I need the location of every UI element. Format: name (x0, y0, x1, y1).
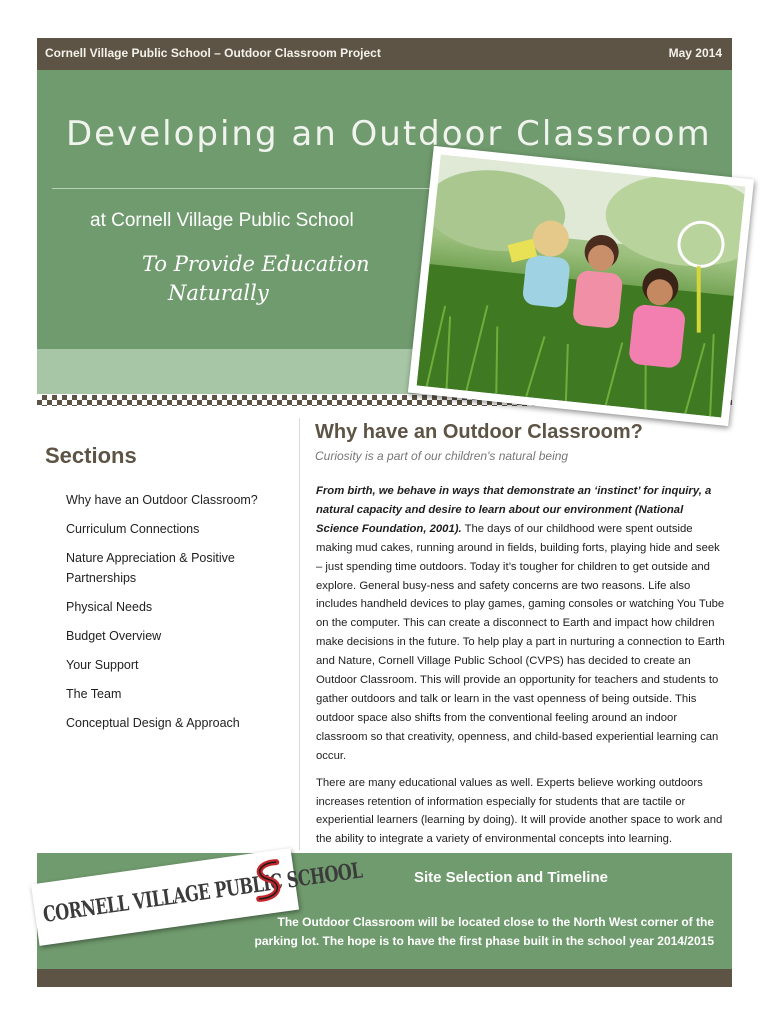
children-photo (417, 155, 746, 418)
section-item[interactable]: The Team (66, 687, 122, 701)
article-lead: From birth, we behave in ways that demonstrate an ‘instinct’ for inquiry, a natural capacity and desire to learn about our environment (National Science Foundation, 2001). (316, 485, 712, 535)
sections-heading: Sections (45, 443, 137, 468)
banner-subtitle: at Cornell Village Public School (90, 210, 354, 231)
header-date: May 2014 (668, 46, 722, 60)
tagline-line-2: Naturally (168, 281, 269, 305)
children-in-grass-image (417, 155, 746, 418)
site-selection-text: The Outdoor Classroom will be located close to the North West corner of the parking lot. The hope is to have the first phase built in the school year 2014/2015 (254, 915, 714, 948)
article-body-1: The days of our childhood were spent outside making mud cakes, running around in fields, building forts, playing hide and seek – just spending time outdoors. Today it’s tougher for children to get outside and explore. General busy-ness and safety concerns are two reasons. Life also includes handheld devices to play games, gaming consoles or watching You Tube on the computer. This can create a disconnect to Earth and impact how children make decisions in the future. To help play a part in nurturing a connection to Earth and Nature, Cornell Village Public School (CVPS) has decided to create an Outdoor Classroom. This will provide an opportunity for teachers and students to gather outdoors and talk or learn in the vast openness of being outside. This outdoor space also shifts from the conventional feeling around an indoor classroom so that creativity, openness, and child-based experiential learning can occur. (316, 522, 725, 762)
children-photo-frame (408, 146, 754, 426)
article-paragraph-2: There are many educational values as well. Experts believe working outdoors increases retention of information especially for students that are tactile or experiential learners (learning by doing). It will provide another space to work and the ability to integrate a variety of environmental concepts into learning. (316, 776, 723, 846)
tagline-line-1: To Provide Education (142, 252, 370, 276)
section-item[interactable]: Curriculum Connections (66, 522, 200, 536)
article-paragraph-1 (316, 482, 726, 766)
header-project-title: Cornell Village Public School – Outdoor Classroom Project (45, 46, 381, 60)
page-title: Developing an Outdoor Classroom (66, 114, 712, 154)
article-heading: Why have an Outdoor Classroom? (315, 421, 643, 443)
article-body (316, 482, 726, 857)
section-item[interactable]: Your Support (66, 658, 139, 672)
footer-bar (37, 969, 732, 987)
article-subheading: Curiosity is a part of our children's natural being (315, 449, 569, 463)
section-item[interactable]: Conceptual Design & Approach (66, 716, 240, 730)
school-logo-text: CORNELL VILLAGE PUBLIC SCHOOL (41, 857, 364, 928)
section-item[interactable]: Budget Overview (66, 629, 162, 643)
section-item[interactable]: Nature Appreciation & Positive Partnerships (66, 551, 235, 585)
banner-tagline (142, 250, 370, 308)
sections-list (66, 490, 276, 742)
header-bar (37, 38, 732, 70)
site-selection-heading: Site Selection and Timeline (414, 869, 608, 886)
school-logo-icon (246, 855, 292, 906)
section-item[interactable]: Physical Needs (66, 600, 153, 614)
section-item[interactable]: Why have an Outdoor Classroom? (66, 493, 258, 507)
column-divider (299, 418, 300, 850)
